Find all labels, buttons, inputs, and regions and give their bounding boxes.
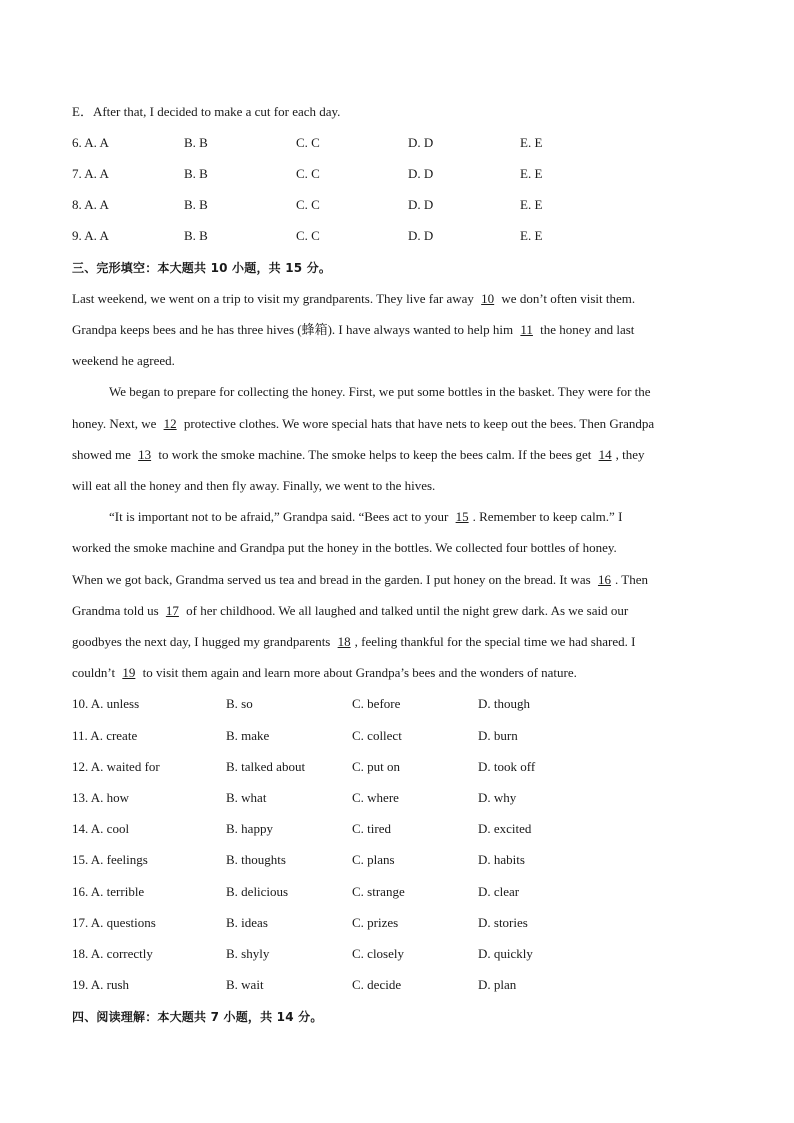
passage-line [72, 322, 634, 338]
passage-text: worked the smoke machine and Grandpa put the honey in the bottles. We collected four bottles of honey. [72, 540, 617, 555]
choice-b[interactable]: B. thoughts [226, 852, 286, 867]
answer-option-c[interactable]: C. C [296, 197, 320, 212]
cloze-blank-11: 11 [520, 322, 533, 337]
answer-option-a[interactable]: 9. A. A [72, 228, 109, 243]
answer-option-a[interactable]: 8. A. A [72, 197, 109, 212]
choice-b[interactable]: B. happy [226, 821, 273, 836]
passage-line [72, 447, 644, 463]
passage-text: showed me [72, 447, 135, 462]
choice-b[interactable]: B. talked about [226, 759, 306, 774]
choice-c[interactable]: C. plans [352, 852, 395, 867]
choice-d[interactable]: D. quickly [478, 946, 533, 961]
passage-text: We began to prepare for collecting the honey. First, we put some bottles in the basket. They were for the [109, 384, 651, 399]
choice-d[interactable]: D. habits [478, 852, 525, 867]
answer-option-e[interactable]: E. E [520, 135, 543, 150]
passage-line [72, 572, 648, 588]
choice-b[interactable]: B. what [226, 790, 267, 805]
choice-a[interactable]: 11. A. create [72, 728, 138, 743]
passage-text: , feeling thankful for the special time we had shared. I [354, 634, 636, 649]
passage-text: goodbyes the next day, I hugged my grandparents [72, 634, 334, 649]
choice-b[interactable]: B. so [226, 696, 253, 711]
section-heading-cloze: 三、完形填空：本大题共 10 小题，共 15 分。 [72, 261, 332, 275]
cloze-blank-10: 10 [481, 291, 495, 306]
answer-option-e[interactable]: E. E [520, 166, 543, 181]
passage-text: of her childhood. We all laughed and talked until the night grew dark. As we said our [182, 603, 629, 618]
answer-option-c[interactable]: C. C [296, 135, 320, 150]
choice-d[interactable]: D. why [478, 790, 517, 805]
answer-option-e[interactable]: E. E [520, 197, 543, 212]
choice-c[interactable]: C. decide [352, 977, 402, 992]
choice-a[interactable]: 17. A. questions [72, 915, 156, 930]
choice-d[interactable]: D. took off [478, 759, 536, 774]
choice-d[interactable]: D. though [478, 696, 530, 711]
choice-b[interactable]: B. delicious [226, 884, 289, 899]
choice-d[interactable]: D. excited [478, 821, 532, 836]
choice-a[interactable]: 14. A. cool [72, 821, 130, 836]
passage-line [72, 384, 651, 400]
passage-line [72, 291, 635, 307]
question-options-row [72, 821, 722, 837]
passage-text: protective clothes. We wore special hats that have nets to keep out the bees. Then Grandpa [180, 416, 655, 431]
question-options-row [72, 728, 722, 744]
question-options-row [72, 915, 722, 931]
question-options-row [72, 852, 722, 868]
passage-line [72, 478, 435, 494]
answer-option-d[interactable]: D. D [408, 135, 434, 150]
passage-text: Grandpa keeps bees and he has three hives (蜂箱). I have always wanted to help him [72, 322, 517, 337]
answer-row [72, 197, 722, 213]
passage-line [72, 634, 635, 650]
question-options-row [72, 759, 722, 775]
choice-b[interactable]: B. wait [226, 977, 264, 992]
choice-b[interactable]: B. shyly [226, 946, 270, 961]
cloze-blank-13: 13 [138, 447, 152, 462]
passage-line [72, 416, 654, 432]
choice-c[interactable]: C. put on [352, 759, 401, 774]
choice-a[interactable]: 18. A. correctly [72, 946, 153, 961]
passage-text: honey. Next, we [72, 416, 160, 431]
passage-text: we don’t often visit them. [498, 291, 636, 306]
passage-line [72, 603, 628, 619]
answer-option-b[interactable]: B. B [184, 197, 208, 212]
choice-c[interactable]: C. prizes [352, 915, 399, 930]
choice-d[interactable]: D. stories [478, 915, 528, 930]
question-options-row [72, 884, 722, 900]
answer-option-d[interactable]: D. D [408, 228, 434, 243]
cloze-blank-18: 18 [337, 634, 351, 649]
section-heading-reading: 四、阅读理解：本大题共 7 小题，共 14 分。 [72, 1010, 323, 1024]
answer-option-d[interactable]: D. D [408, 166, 434, 181]
passage-text: When we got back, Grandma served us tea and bread in the garden. I put honey on the bread. It was [72, 572, 594, 587]
passage-text: . Then [614, 572, 648, 587]
choice-a[interactable]: 15. A. feelings [72, 852, 148, 867]
passage-line [72, 665, 577, 681]
choice-d[interactable]: D. plan [478, 977, 517, 992]
passage-text: couldn’t [72, 665, 119, 680]
passage-line [72, 353, 175, 369]
answer-option-b[interactable]: B. B [184, 166, 208, 181]
question-options-row [72, 790, 722, 806]
cloze-blank-12: 12 [163, 416, 177, 431]
choice-d[interactable]: D. clear [478, 884, 520, 899]
choice-c[interactable]: C. tired [352, 821, 391, 836]
answer-option-d[interactable]: D. D [408, 197, 434, 212]
choice-a[interactable]: 13. A. how [72, 790, 130, 805]
choice-c[interactable]: C. where [352, 790, 399, 805]
passage-text: will eat all the honey and then fly away. Finally, we went to the hives. [72, 478, 436, 493]
choice-a[interactable]: 19. A. rush [72, 977, 130, 992]
passage-line [72, 540, 617, 556]
choice-c[interactable]: C. strange [352, 884, 405, 899]
passage-text: weekend he agreed. [72, 353, 175, 368]
choice-c[interactable]: C. before [352, 696, 401, 711]
cloze-blank-17: 17 [165, 603, 179, 618]
choice-b[interactable]: B. ideas [226, 915, 268, 930]
choice-a[interactable]: 10. A. unless [72, 696, 140, 711]
passage-text: Grandma told us [72, 603, 162, 618]
cloze-blank-15: 15 [455, 509, 469, 524]
passage-text: Last weekend, we went on a trip to visit my grandparents. They live far away [72, 291, 478, 306]
choice-c[interactable]: C. closely [352, 946, 404, 961]
answer-option-a[interactable]: 6. A. A [72, 135, 109, 150]
passage-line [72, 509, 622, 525]
answer-option-b[interactable]: B. B [184, 135, 208, 150]
passage-text: “It is important not to be afraid,” Grandpa said. “Bees act to your [109, 509, 452, 524]
question-options-row [72, 696, 722, 712]
choice-b[interactable]: B. make [226, 728, 270, 743]
question-options-row [72, 977, 722, 993]
choice-c[interactable]: C. collect [352, 728, 402, 743]
answer-row [72, 135, 722, 151]
answer-option-c[interactable]: C. C [296, 228, 320, 243]
answer-option-c[interactable]: C. C [296, 166, 320, 181]
answer-row [72, 166, 722, 182]
answer-option-e[interactable]: E. E [520, 228, 543, 243]
choice-d[interactable]: D. burn [478, 728, 518, 743]
passage-text: to work the smoke machine. The smoke helps to keep the bees calm. If the bees get [155, 447, 595, 462]
choice-a[interactable]: 16. A. terrible [72, 884, 145, 899]
answer-option-a[interactable]: 7. A. A [72, 166, 109, 181]
answer-row [72, 228, 722, 244]
option-e-text: E．After that, I decided to make a cut for each day. [72, 104, 341, 119]
cloze-blank-16: 16 [597, 572, 611, 587]
passage-text: , they [615, 447, 645, 462]
question-options-row [72, 946, 722, 962]
cloze-blank-14: 14 [598, 447, 612, 462]
choice-a[interactable]: 12. A. waited for [72, 759, 160, 774]
passage-text: . Remember to keep calm.” I [472, 509, 623, 524]
passage-text: the honey and last [536, 322, 635, 337]
answer-option-b[interactable]: B. B [184, 228, 208, 243]
passage-text: to visit them again and learn more about Grandpa’s bees and the wonders of nature. [139, 665, 577, 680]
cloze-blank-19: 19 [122, 665, 136, 680]
